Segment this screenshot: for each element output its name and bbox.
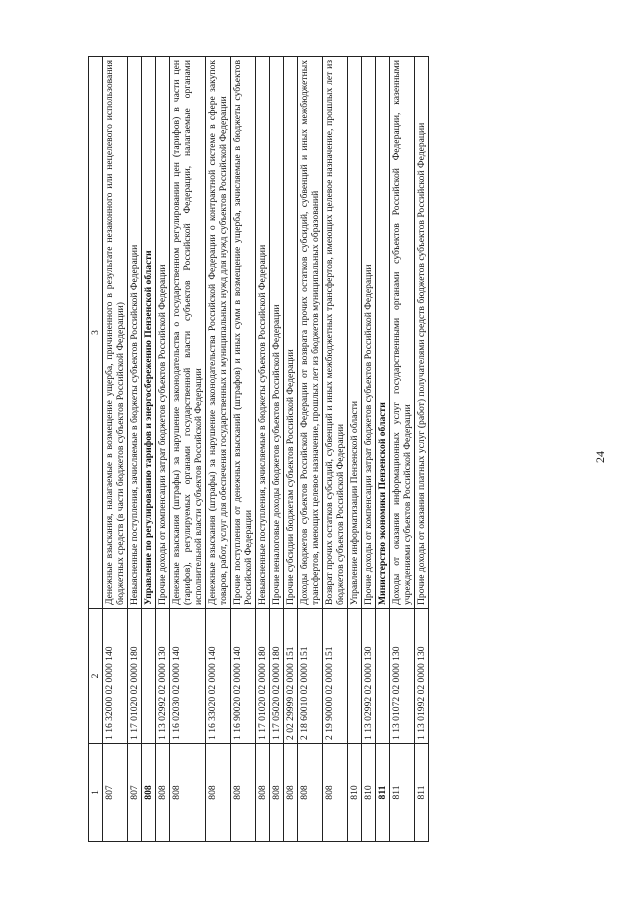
description-cell: Денежные взыскания, налагаемые в возмещение ущерба, причиненного в результате незаконного или нецелевого использования бюджетных средств (в части бюджетов субъектов Российской Федерации)	[103, 57, 128, 609]
table-row	[348, 57, 362, 842]
description-cell: Денежные взыскания (штрафы) за нарушение законодательства о государственном регулировании цен (тарифов) в части цен (тарифов), регулируемых органами государственной власти субъектов Российской Федерации, налагаемые органами исполнительной власти субъектов Российской Федерации	[170, 57, 206, 609]
revenue-code-cell: 2 18 60010 02 0000 151	[298, 609, 323, 744]
revenue-code-cell: 1 13 02992 02 0000 130	[362, 609, 376, 744]
revenue-code-cell: 1 13 02992 02 0000 130	[156, 609, 170, 744]
table-header-row	[89, 57, 103, 842]
admin-code-cell: 811	[376, 744, 390, 842]
admin-code-cell: 808	[206, 744, 231, 842]
table-row	[170, 57, 206, 842]
description-cell: Прочие доходы от оказания платных услуг (работ) получателями средств бюджетов субъектов Российской Федерации	[415, 57, 429, 609]
admin-code-cell: 808	[270, 744, 284, 842]
admin-code-cell: 808	[323, 744, 348, 842]
revenue-code-cell	[348, 609, 362, 744]
description-cell: Возврат прочих остатков субсидий, субвенций и иных межбюджетных трансфертов, имеющих целевое назначение, прошлых лет из бюджетов субъектов Российской Федерации	[323, 57, 348, 609]
revenue-code-cell: 1 16 90020 02 0000 140	[231, 609, 256, 744]
table-row	[206, 57, 231, 842]
admin-code-cell: 810	[348, 744, 362, 842]
revenue-code-cell: 1 16 32000 02 0000 140	[103, 609, 128, 744]
table-row	[298, 57, 323, 842]
admin-code-cell: 811	[415, 744, 429, 842]
description-cell: Прочие субсидии бюджетам субъектов Российской Федерации	[284, 57, 298, 609]
revenue-code-cell: 1 16 33020 02 0000 140	[206, 609, 231, 744]
revenue-code-cell: 2 02 29999 02 0000 151	[284, 609, 298, 744]
admin-code-cell: 807	[128, 744, 142, 842]
description-cell: Управление по регулированию тарифов и энергосбережению Пензенской области	[142, 57, 156, 609]
table-row	[128, 57, 142, 842]
revenue-codes-table	[88, 56, 429, 842]
description-cell: Денежные взыскания (штрафы) за нарушение законодательства Российской Федерации о контрактной системе в сфере закупок товаров, работ, услуг для обеспечения государственных и муниципальных нужд для нужд субъектов Российской Федерации	[206, 57, 231, 609]
table-row	[156, 57, 170, 842]
description-cell: Прочие доходы от компенсации затрат бюджетов субъектов Российской Федерации	[156, 57, 170, 609]
table-row	[323, 57, 348, 842]
description-cell: Доходы от оказания информационных услуг государственными органами субъектов Российской Федерации, казенными учреждениями субъектов Российской Федерации	[390, 57, 415, 609]
table-row	[142, 57, 156, 842]
revenue-code-cell	[376, 609, 390, 744]
table-row	[376, 57, 390, 842]
revenue-code-cell: 1 13 01992 02 0000 130	[415, 609, 429, 744]
description-cell: Прочие поступления от денежных взысканий (штрафов) и иных сумм в возмещение ущерба, зачисляемые в бюджеты субъектов Российской Федерации	[231, 57, 256, 609]
table-row	[256, 57, 270, 842]
revenue-code-cell	[142, 609, 156, 744]
revenue-code-cell: 1 16 02030 02 0000 140	[170, 609, 206, 744]
description-cell: Министерство экономики Пензенской области	[376, 57, 390, 609]
admin-code-cell: 808	[298, 744, 323, 842]
table-row	[284, 57, 298, 842]
description-cell: Управление информатизации Пензенской области	[348, 57, 362, 609]
header-col-1: 1	[89, 744, 103, 842]
header-col-2: 2	[89, 609, 103, 744]
page-number: 24	[593, 451, 607, 463]
table-row	[103, 57, 128, 842]
table-row	[362, 57, 376, 842]
admin-code-cell: 808	[170, 744, 206, 842]
table-row	[231, 57, 256, 842]
admin-code-cell: 807	[103, 744, 128, 842]
admin-code-cell: 808	[231, 744, 256, 842]
admin-code-cell: 811	[390, 744, 415, 842]
revenue-code-cell: 1 17 05020 02 0000 180	[270, 609, 284, 744]
table-row	[415, 57, 429, 842]
rotated-page-content	[88, 57, 548, 842]
admin-code-cell: 808	[256, 744, 270, 842]
table-row	[390, 57, 415, 842]
description-cell: Доходы бюджетов субъектов Российской Федерации от возврата прочих остатков субсидий, субвенций и иных межбюджетных трансфертов, имеющих целевое назначение, прошлых лет из бюджетов муниципальных образований	[298, 57, 323, 609]
revenue-code-cell: 1 17 01020 02 0000 180	[256, 609, 270, 744]
revenue-code-cell: 1 17 01020 02 0000 180	[128, 609, 142, 744]
admin-code-cell: 808	[156, 744, 170, 842]
admin-code-cell: 810	[362, 744, 376, 842]
revenue-code-cell: 1 13 01072 02 0000 130	[390, 609, 415, 744]
admin-code-cell: 808	[284, 744, 298, 842]
description-cell: Прочие неналоговые доходы бюджетов субъектов Российской Федерации	[270, 57, 284, 609]
header-col-3: 3	[89, 57, 103, 609]
revenue-code-cell: 2 19 90000 02 0000 151	[323, 609, 348, 744]
description-cell: Невыясненные поступления, зачисляемые в бюджеты субъектов Российской Федерации	[256, 57, 270, 609]
admin-code-cell: 808	[142, 744, 156, 842]
description-cell: Невыясненные поступления, зачисляемые в бюджеты субъектов Российской Федерации	[128, 57, 142, 609]
table-body	[103, 57, 429, 842]
table-row	[270, 57, 284, 842]
description-cell: Прочие доходы от компенсации затрат бюджетов субъектов Российской Федерации	[362, 57, 376, 609]
